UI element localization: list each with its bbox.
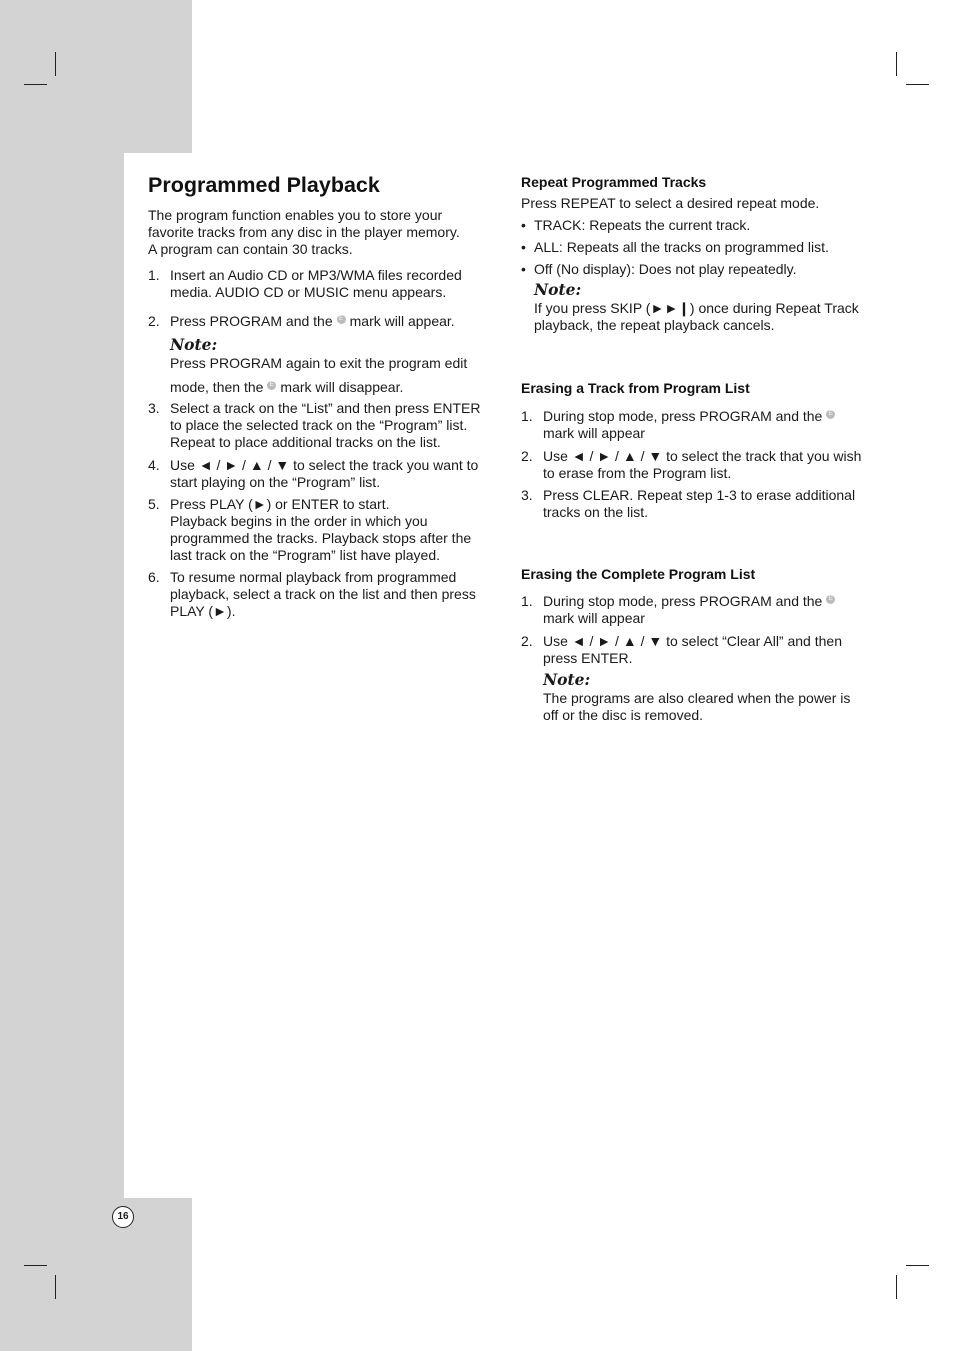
note-title: Note: — [170, 335, 218, 354]
section-heading: Erasing the Complete Program List — [521, 566, 756, 582]
note-title: Note: — [534, 280, 582, 299]
step-1: 1. During stop mode, press PROGRAM and the E mark will appear — [521, 408, 876, 442]
step-2: 2. Use ◄ / ► / ▲ / ▼ to select “Clear All” and then press ENTER. — [521, 633, 842, 666]
step-1: 1. During stop mode, press PROGRAM and the E mark will appear — [521, 593, 876, 627]
section-erase-track — [521, 380, 876, 521]
margin-band-bottom — [0, 1198, 192, 1351]
step-3: 3. Press CLEAR. Repeat step 1-3 to erase additional tracks on the list. — [521, 487, 856, 520]
page-title: Programmed Playback — [148, 173, 380, 197]
step-3: 3. Select a track on the “List” and then press ENTER to place the selected track on the “Program” list. Repeat to place additional tracks on the list. — [148, 400, 481, 450]
step-2: 2. Press PROGRAM and the E mark will appear. — [148, 313, 455, 329]
step-4: 4. Use ◄ / ► / ▲ / ▼ to select the track you want to start playing on the “Program” list. — [148, 457, 479, 490]
program-mark-icon: E — [337, 315, 346, 324]
section-erase-all — [521, 566, 876, 724]
left-column — [148, 172, 498, 620]
program-mark-icon: E — [267, 381, 276, 390]
crop-mark — [906, 84, 929, 85]
crop-mark — [55, 1275, 56, 1299]
crop-mark — [55, 52, 56, 76]
step-1: 1. Insert an Audio CD or MP3/WMA files recorded media. AUDIO CD or MUSIC menu appears. — [148, 267, 462, 300]
program-mark-icon: E — [826, 595, 835, 604]
crop-mark — [906, 1265, 929, 1266]
step-5: 5. Press PLAY (►) or ENTER to start. Playback begins in the order in which you programmed the tracks. Playback stops after the last track on the “Program” list have played. — [148, 496, 472, 563]
note-program: Note: Press PROGRAM again to exit the program edit mode, then the E mark will disappear. — [148, 335, 498, 396]
note-clear: Note: The programs are also cleared when the power is off or the disc is removed. — [521, 670, 876, 724]
section-heading: Erasing a Track from Program List — [521, 380, 750, 396]
intro-paragraph: The program function enables you to store your favorite tracks from any disc in the player memory. A program can contain 30 tracks. — [148, 207, 460, 257]
crop-mark — [24, 84, 47, 85]
crop-mark — [896, 1275, 897, 1299]
right-column — [521, 174, 876, 724]
page-number: 16 — [112, 1206, 134, 1228]
bullet-item: • ALL: Repeats all the tracks on programmed list. — [521, 239, 829, 255]
margin-band-left — [0, 153, 124, 1198]
section-heading: Repeat Programmed Tracks — [521, 174, 707, 190]
section-repeat: Repeat Programmed Tracks Press REPEAT to select a desired repeat mode. • TRACK: Repeats the current track. • ALL: Repeats all the tracks on programmed list. • Off (No display): Does not play repeatedly. Note: If you press SKIP (►►❙) once during Repeat Track playback, the repeat playback cancels. — [521, 174, 876, 334]
crop-mark — [24, 1265, 47, 1266]
step-2: 2. Use ◄ / ► / ▲ / ▼ to select the track that you wish to erase from the Program list. — [521, 448, 862, 481]
bullet-item: • TRACK: Repeats the current track. — [521, 217, 751, 233]
crop-mark — [896, 52, 897, 76]
note-repeat: Note: If you press SKIP (►►❙) once during Repeat Track playback, the repeat playback cancels. — [521, 280, 876, 334]
margin-band-top — [0, 0, 192, 153]
step-6: 6. To resume normal playback from programmed playback, select a track on the list and then press PLAY (►). — [148, 569, 476, 619]
program-mark-icon: E — [826, 410, 835, 419]
bullet-item: • Off (No display): Does not play repeatedly. — [521, 261, 797, 277]
note-title: Note: — [543, 670, 591, 689]
